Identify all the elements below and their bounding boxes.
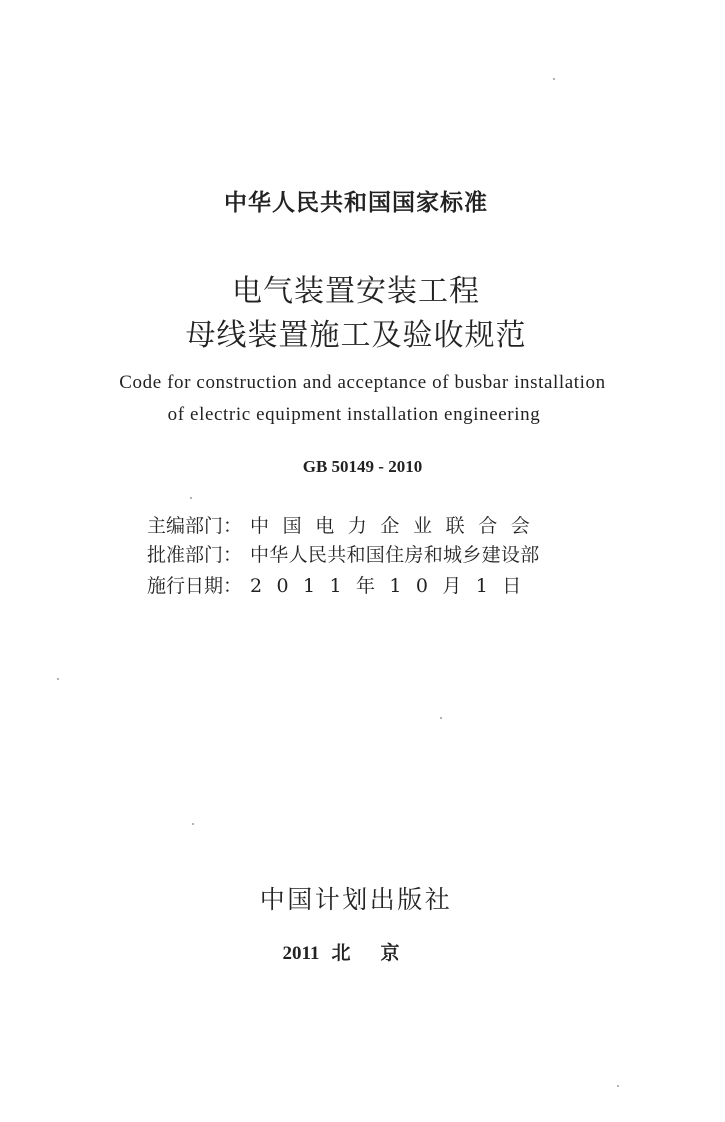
title-line-2: 母线装置施工及验收规范 xyxy=(185,318,527,353)
english-title-line-2: of electric equipment installation engineering xyxy=(167,404,541,425)
english-title-line-1: Code for construction and acceptance of busbar installation xyxy=(119,372,606,393)
publisher-name: 中国计划出版社 xyxy=(259,885,453,914)
approval-value: 中华人民共和国住房和城乡建设部 xyxy=(250,544,540,566)
scan-speck xyxy=(57,678,59,680)
chief-editor-row xyxy=(147,511,543,538)
effective-date-row xyxy=(147,571,536,598)
effective-date-value: 2011年10月1日 xyxy=(250,575,536,597)
scan-speck xyxy=(617,1085,619,1087)
approval-label: 批准部门： xyxy=(147,544,243,566)
scan-speck xyxy=(553,78,555,80)
effective-date-label: 施行日期： xyxy=(147,575,243,597)
national-standard-label: 中华人民共和国国家标准 xyxy=(224,190,488,216)
standard-code: GB 50149 - 2010 xyxy=(302,457,423,476)
title-line-1: 电气装置安装工程 xyxy=(232,274,480,309)
chief-editor-value: 中国电力企业联合会 xyxy=(250,515,544,537)
scan-speck xyxy=(190,497,192,499)
publication-year: 2011 xyxy=(282,943,320,964)
publication-city: 北京 xyxy=(331,942,430,964)
chief-editor-label: 主编部门： xyxy=(147,515,243,537)
approval-row xyxy=(147,540,540,567)
scan-speck xyxy=(440,717,442,719)
publication-line xyxy=(0,938,712,965)
scan-speck xyxy=(192,823,194,825)
